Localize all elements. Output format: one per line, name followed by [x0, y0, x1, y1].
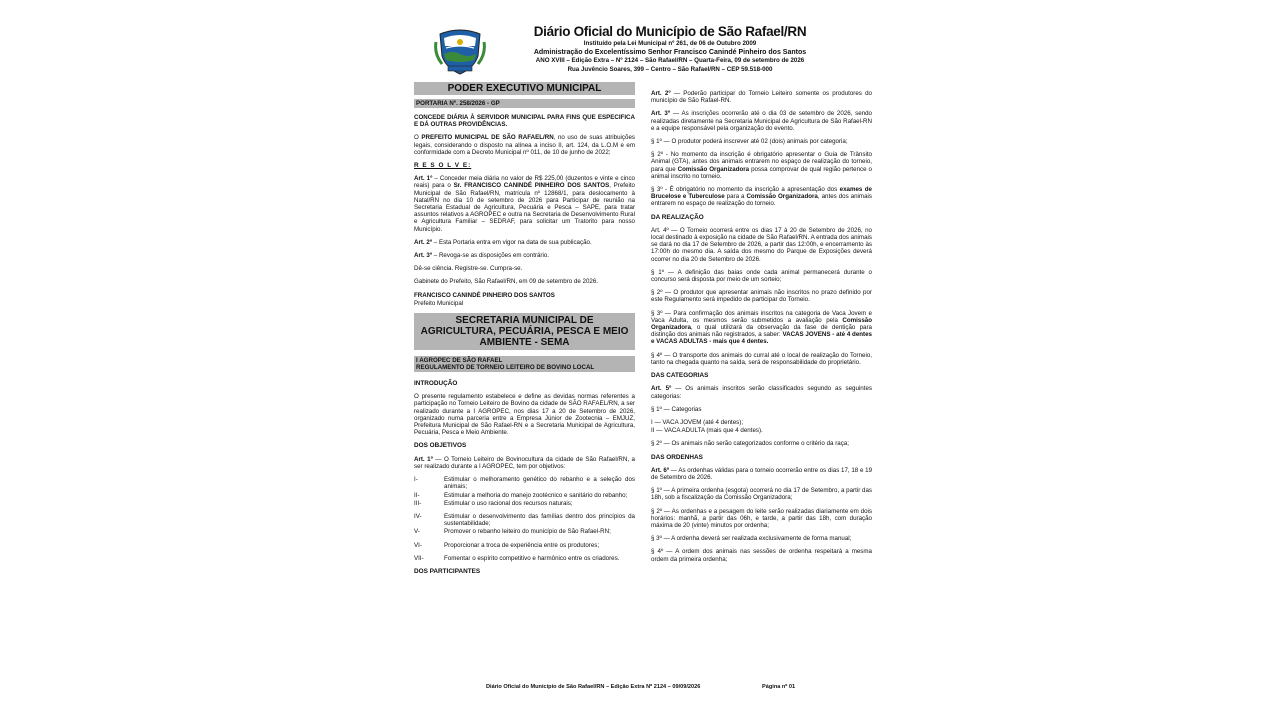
municipal-crest-icon	[434, 24, 486, 76]
introducao-heading: INTRODUÇÃO	[414, 380, 458, 388]
footer-edition: Diário Oficial do Município de São Rafael/RN – Edição Extra Nº 2124 – 09/09/2026	[486, 684, 701, 690]
page-footer	[486, 684, 796, 690]
reg-art3-p1: § 1º — O produtor poderá inscrever até 02 (dois) animais por categoria;	[651, 138, 848, 146]
introducao-text: O presente regulamento estabelece e define as devidas normas referentes a participação no Torneio Leiteiro de Bovino da cidade de SÃO RAFAEL/RN, a ser realizado durante a I AGROPEC, nos dias 17 a 20 de Setembro de 2026, organizado numa parceria entre a Empresa Júnior de Zootecnia – EMJUZ, Prefeitura Municipal de São Rafael-RN e a Secretaria Municipal de Agricultura, Pecuária, Pesca e Meio Ambiente.	[414, 393, 635, 437]
list-item: III- Estimular o uso racional dos recursos naturais;	[414, 499, 573, 507]
category-vaca-jovem: I — VACA JOVEM (até 4 dentes);	[651, 418, 744, 426]
reg-art4-p2: § 2º — O produtor que apresentar animais não inscritos no prazo definido por este Regulamento será impedido de participar do Torneio.	[651, 289, 872, 304]
reg-art5-p1: § 1º — Categorias	[651, 405, 702, 413]
reg-art5: Art. 5º — Os animais inscritos serão classificados segundo as seguintes categorias:	[651, 385, 872, 400]
right-column	[651, 90, 872, 569]
reg-art6: Art. 6º — As ordenhas válidas para o torneio ocorrerão entre os dias 17, 18 e 19 de Setembro de 2026.	[651, 466, 873, 481]
realizacao-heading: DA REALIZAÇÃO	[651, 213, 704, 221]
reg-art3-p2: § 2º - No momento da inscrição é obrigatório apresentar o Guia de Trânsito Animal (GTA), antes dos animais entrarem no espaço de realização do torneio, para que Comissão Organizadora possa comprovar de qual região pertence o animal inscrito no torneio.	[651, 151, 872, 180]
reg-art6-p4: § 4º — A ordem dos animais nas sessões de ordenha respeitará a mesma ordem da primeira ordenha;	[651, 548, 872, 563]
masthead-law-line: Instituído pela Lei Municipal nº 261, de 06 de Outubro 2009	[583, 40, 757, 47]
signature-role: Prefeito Municipal	[414, 299, 464, 307]
objetivos-art1: Art. 1º — O Torneio Leiteiro de Bovinocultura da cidade de São Rafael/RN, a ser realizado durante a I AGROPEC, tem por objetivos:	[414, 455, 635, 470]
list-item: VI- Proporcionar a troca de experiência entre os produtores;	[414, 541, 600, 549]
section-poder-executivo: PODER EXECUTIVO MUNICIPAL	[414, 82, 635, 95]
list-item: II- Estimular a melhoria do manejo zootécnico e sanitário do rebanho;	[414, 491, 628, 499]
reg-art6-p2: § 2º — As ordenhas e a pesagem do leite serão realizadas diariamente em dois horários: manhã, a partir das 06h, e tarde, a partir das 18h, com duração máxima de 20 (vinte) minutos por ordenha;	[651, 507, 872, 529]
portaria-art3: Art. 3º – Revoga-se as disposições em contrário.	[414, 252, 550, 260]
masthead-address-line: Rua Juvêncio Soares, 399 – Centro – São Rafael/RN – CEP 59.518-000	[567, 65, 773, 73]
reg-art4-p3: § 3º — Para confirmação dos animais inscritos na categoria de Vaca Jovem e Vaca Adulta, os mesmos serão submetidos a avaliação pela Comissão Organizadora, o qual utilizará da observação da fase de dentição para distinção dos animais não registrados, a saber: VACAS JOVENS - até 4 dentes e VACAS ADULTAS - mais que 4 dentes.	[651, 309, 872, 346]
list-item: IV- Estimular o desenvolvimento das famílias dentro dos princípios da sustentabilidade;	[414, 512, 635, 528]
reg-art5-p2: § 2º — Os animais não serão categorizados conforme o critério da raça;	[651, 440, 849, 448]
gazette-page	[412, 20, 872, 696]
portaria-art1: Art. 1º – Conceder meia diária no valor de R$ 225,00 (duzentos e vinte e cinco reais) para o Sr. FRANCISCO CANINDÉ PINHEIRO DOS SANTOS, Prefeito Municipal de São Rafael/RN, matrícula nº 12868/1, para deslocamento à Natal/RN no dia 10 de setembro de 2026 para Participar de reunião na Secretaria Estadual de Agricultura, Pecuária e Pesca – SAPE, para tratar assuntos relativos a AGROPEC e outra na Secretaria de Desenvolvimento Rural e Agricultura Familiar – SEDRAF, para solicitar um Tratorito para nosso Município.	[414, 175, 635, 233]
reg-art3: Art. 3º — As inscrições ocorrerão até o dia 03 de setembro de 2026, sendo realizadas diretamente na Secretaria Municipal de Agricultura de São Rafael-RN e a equipe responsável pela organização do evento.	[651, 110, 872, 132]
list-item: I- Estimular o melhoramento genético do rebanho e a seleção dos animais;	[414, 476, 635, 491]
participantes-heading: DOS PARTICIPANTES	[414, 567, 481, 575]
portaria-heading: PORTARIA Nº. 258/2026 - GP	[414, 99, 635, 108]
footer-page-number: Página nº 01	[762, 684, 796, 690]
masthead	[412, 20, 872, 78]
signature-name: FRANCISCO CANINDÉ PINHEIRO DOS SANTOS	[414, 291, 555, 299]
portaria-art2: Art. 2º – Esta Portaria entra em vigor na data de sua publicação.	[414, 238, 592, 246]
portaria-ementa: CONCEDE DIÁRIA À SERVIDOR MUNICIPAL PARA FINS QUE ESPECIFICA E DÁ OUTRAS PROVIDÊNCIAS.	[414, 114, 635, 129]
reg-art4: Art. 4º — O Torneio ocorrerá entre os dias 17 à 20 de Setembro de 2026, no local destinado à exposição na cidade de São Rafael/RN. A entrada dos animais se dará no dia 17 de Setembro de 2026, a partir das 12:00h, e encerramento às 17:00h do mesmo dia. A saída dos mesmo do Parque de Exposições deverá ocorrer no dia 20 de Setembro de 2026.	[651, 226, 872, 263]
gazette-title: Diário Oficial do Município de São Rafael/RN	[533, 24, 807, 39]
reg-art2: Art. 2º — Poderão participar do Torneio Leiteiro somente os produtores do município de São Rafael-RN.	[651, 90, 872, 105]
masthead-edition-line: ANO XVIII – Edição Extra – Nº 2124 – São Rafael/RN – Quarta-Feira, 09 de setembro de 2026	[535, 57, 805, 65]
ciencia-line: Dê-se ciência. Registre-se. Cumpra-se.	[414, 265, 523, 273]
objetivos-heading: DOS OBJETIVOS	[414, 442, 467, 450]
reg-art4-p1: § 1º — A definição das baias onde cada animal permanecerá durante o concurso será disposta por meio de um sorteio;	[651, 268, 872, 284]
left-column	[414, 82, 635, 581]
section-sema: SECRETARIA MUNICIPAL DE AGRICULTURA, PECUÁRIA, PESCA E MEIO AMBIENTE - SEMA	[414, 313, 635, 350]
gabinete-line: Gabinete do Prefeito, São Rafael/RN, em 09 de setembro de 2026.	[414, 278, 599, 286]
reg-art3-p3: § 3º - É obrigatório no momento da inscrição a apresentação dos exames de Brucelose e Tuberculose para a Comissão Organizadora, antes dos animais entrarem no espaço de realização do torneio.	[651, 186, 872, 208]
agropec-heading: I AGROPEC DE SÃO RAFAEL REGULAMENTO DE TORNEIO LEITEIRO DE BOVINO LOCAL	[414, 356, 635, 372]
reg-art6-p3: § 3º — A ordenha deverá ser realizada exclusivamente de forma manual;	[651, 535, 852, 543]
categorias-heading: DAS CATEGORIAS	[651, 372, 709, 380]
masthead-administration-line: Administração do Excelentíssimo Senhor Francisco Canindé Pinheiro dos Santos	[533, 49, 807, 57]
portaria-intro: O PREFEITO MUNICIPAL DE SÃO RAFAEL/RN, no uso de suas atribuições legais, considerando o disposto na alínea a inciso II, art. 124, da L.O.M e em conformidade com a Decreto Municipal nº 011, de 10 de junho de 2022;	[414, 134, 635, 156]
reg-art6-p1: § 1º — A primeira ordenha (esgota) ocorrerá no dia 17 de Setembro, a partir das 18h, sob a fiscalização da Comissão Organizadora;	[651, 487, 872, 502]
reg-art4-p4: § 4º — O transporte dos animais do curral até o local de realização do Torneio, tanto na chegada quanto na saída, será de responsabilidade do proprietário.	[651, 351, 872, 366]
list-item: VII- Fomentar o espírito competitivo e harmônico entre os criadores.	[414, 554, 620, 562]
category-vaca-adulta: II — VACA ADULTA (mais que 4 dentes).	[651, 427, 763, 435]
ordenhas-heading: DAS ORDENHAS	[651, 453, 703, 461]
resolve-heading: R E S O L V E:	[414, 162, 472, 170]
list-item: V- Promover o rebanho leiteiro do município de São Rafael-RN;	[414, 528, 611, 536]
